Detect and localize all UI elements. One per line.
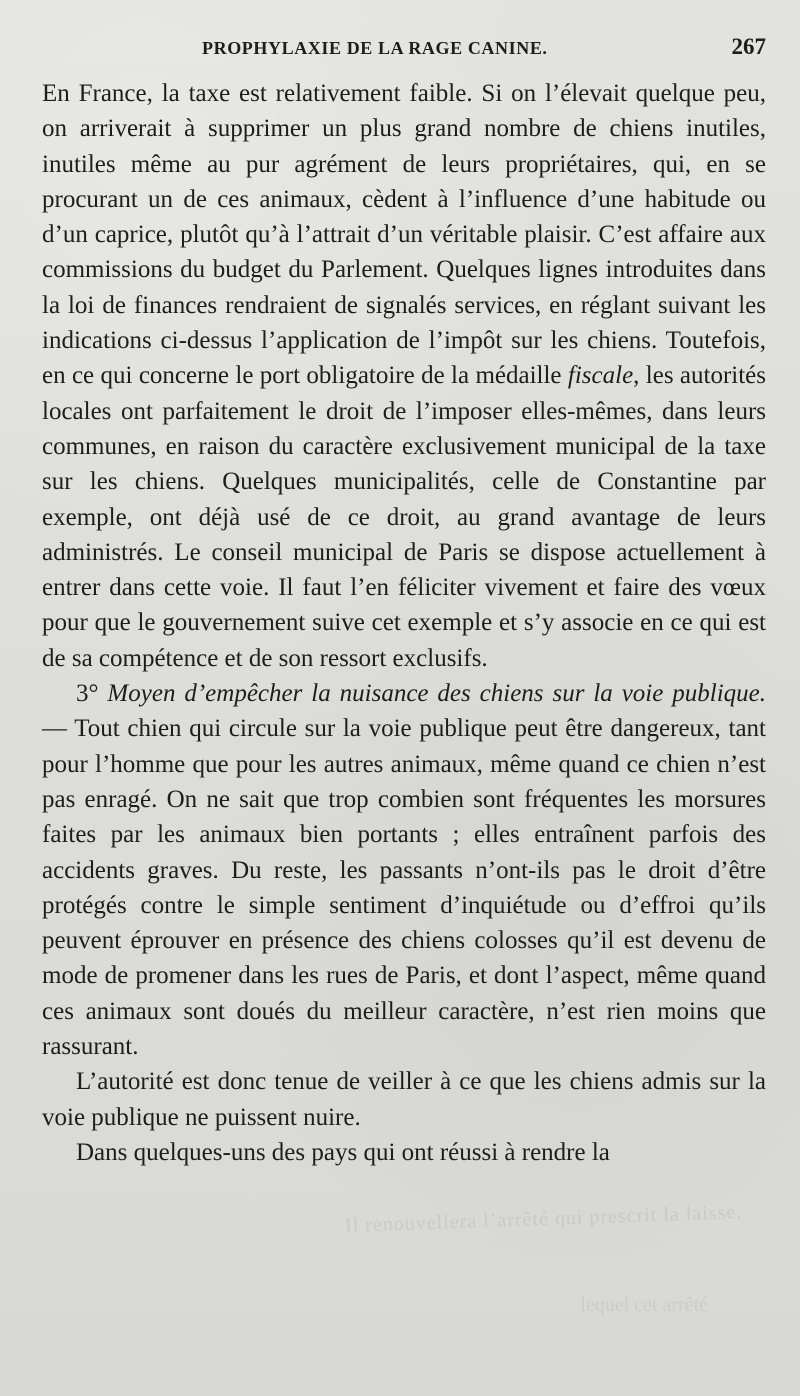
paragraph-countries bbox=[42, 1135, 766, 1170]
page-number: 267 bbox=[731, 34, 766, 59]
section-heading: Moyen d’empêcher la nuisance des chiens sur la voie publique. bbox=[107, 680, 767, 708]
paragraph-authority-text: L’autorité est donc tenue de veiller à ce que les chiens admis sur la voie publique ne puissent nuire. bbox=[42, 1068, 766, 1131]
section-number: 3° bbox=[76, 680, 99, 708]
italic-fiscale: fiscale bbox=[567, 362, 634, 390]
page-header bbox=[42, 34, 766, 72]
paragraph-tax bbox=[42, 76, 766, 676]
paragraph-public-nuisance bbox=[42, 676, 766, 1064]
running-title: PROPHYLAXIE DE LA RAGE CANINE. bbox=[202, 38, 548, 58]
paragraph-public-nuisance-text: — Tout chien qui circule sur la voie publique peut être dangereux, tant pour l’homme que pour les autres animaux, même quand ce chien n’est pas enragé. On ne sait que trop combien sont fréquentes les morsures faites par les animaux bien portants ; elles entraînent parfois des accidents graves. Du reste, les passants n’ont-ils pas le droit d’être protégés contre le simple sentiment d’inquiétude ou d’effroi qu’ils peuvent éprouver en présence des chiens colosses qu’il est devenu de mode de promener dans les rues de Paris, et dont l’aspect, même quand ces animaux sont doués du meilleur caractère, n’est rien moins que rassurant. bbox=[42, 715, 766, 1061]
faint-showthrough-text: Il renouvellera l’arrêté qui prescrit la laisse. bbox=[344, 1201, 743, 1237]
paragraph-tax-text-continued: , les autorités locales ont parfaitement le droit de l’imposer elles-mêmes, dans leurs communes, en raison du caractère exclusivement municipal de la taxe sur les chiens. Quelques municipalités, celle de Constantine par exemple, ont déjà usé de ce droit, au grand avantage de leurs administrés. Le conseil municipal de Paris se dispose actuellement à entrer dans cette voie. Il faut l’en féliciter vivement et faire des vœux pour que le gouvernement suive cet exemple et s’y associe en ce qui est de sa compétence et de son ressort exclusifs. bbox=[42, 362, 767, 672]
faint-showthrough-text-lower: lequel cet arrêté bbox=[580, 1294, 708, 1316]
paragraph-authority bbox=[42, 1064, 766, 1135]
paragraph-tax-text: En France, la taxe est relativement faible. Si on l’élevait quelque peu, on arriverait à supprimer un plus grand nombre de chiens inutiles, inutiles même au pur agrément de leurs propriétaires, qui, en se procurant un de ces animaux, cèdent à l’influence d’une habitude ou d’un caprice, plutôt qu’à l’attrait d’un véritable plaisir. C’est affaire aux commissions du budget du Parlement. Quelques lignes introduites dans la loi de finances rendraient de signalés services, en réglant suivant les indications ci-dessus l’application de l’impôt sur les chiens. Toutefois, en ce qui concerne le port obligatoire de la médaille bbox=[42, 80, 766, 390]
paragraph-countries-text: Dans quelques-uns des pays qui ont réussi à rendre la bbox=[76, 1138, 610, 1166]
